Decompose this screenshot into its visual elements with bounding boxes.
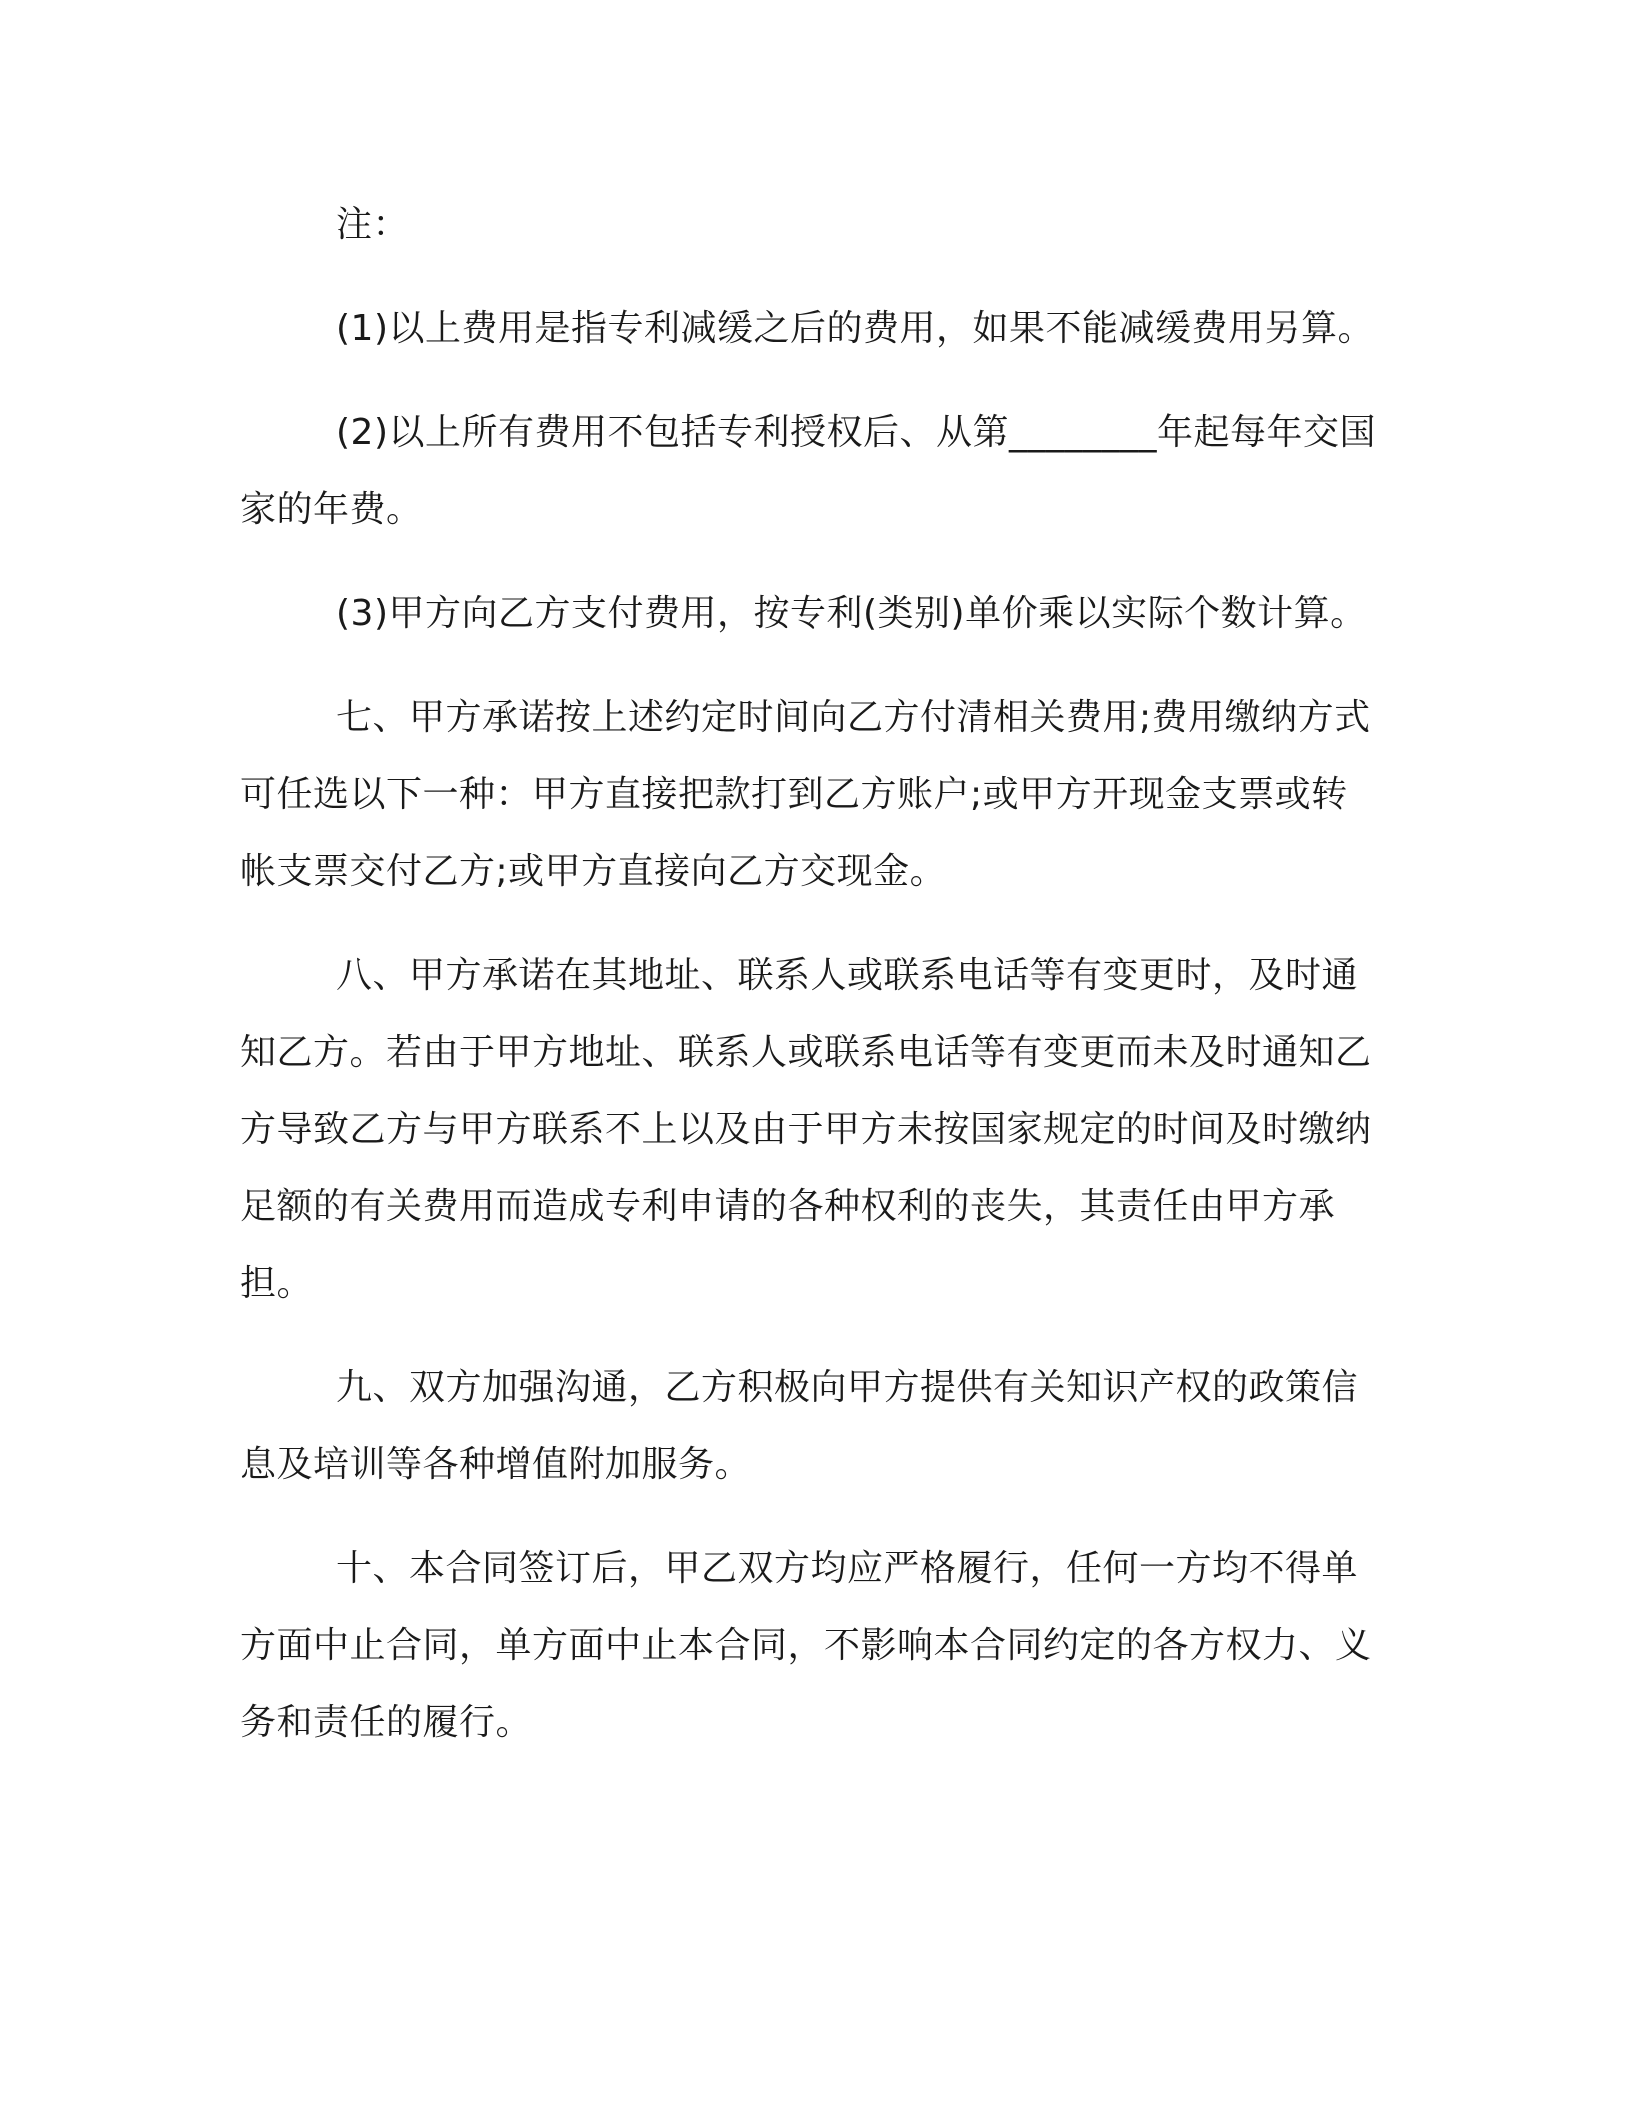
note-item-3: (3)甲方向乙方支付费用，按专利(类别)单价乘以实际个数计算。 (336, 593, 1367, 634)
clause-8: 八、甲方承诺在其地址、联系人或联系电话等有变更时，及时通知乙方。若由于甲方地址、联系人或联系电话等有变更而未及时通知乙方导致乙方与甲方联系不上以及由于甲方未按国家规定的时间及时缴纳足额的有关费用而造成专利申请的各种权利的丧失，其责任由甲方承担。 (240, 955, 1372, 1304)
document-body (240, 186, 1380, 1761)
clause-9: 九、双方加强沟通，乙方积极向甲方提供有关知识产权的政策信息及培训等各种增值附加服务。 (240, 1367, 1359, 1485)
note-item-1: (1)以上费用是指专利减缓之后的费用，如果不能减缓费用另算。 (336, 308, 1374, 349)
clause-10: 十、本合同签订后，甲乙双方均应严格履行，任何一方均不得单方面中止合同，单方面中止本合同，不影响本合同约定的各方权力、义务和责任的履行。 (240, 1548, 1372, 1743)
clause-7: 七、甲方承诺按上述约定时间向乙方付清相关费用;费用缴纳方式可任选以下一种：甲方直接把款打到乙方账户;或甲方开现金支票或转帐支票交付乙方;或甲方直接向乙方交现金。 (240, 697, 1371, 892)
note-item-2: (2)以上所有费用不包括专利授权后、从第________年起每年交国家的年费。 (240, 412, 1376, 530)
note-heading: 注： (336, 204, 410, 245)
